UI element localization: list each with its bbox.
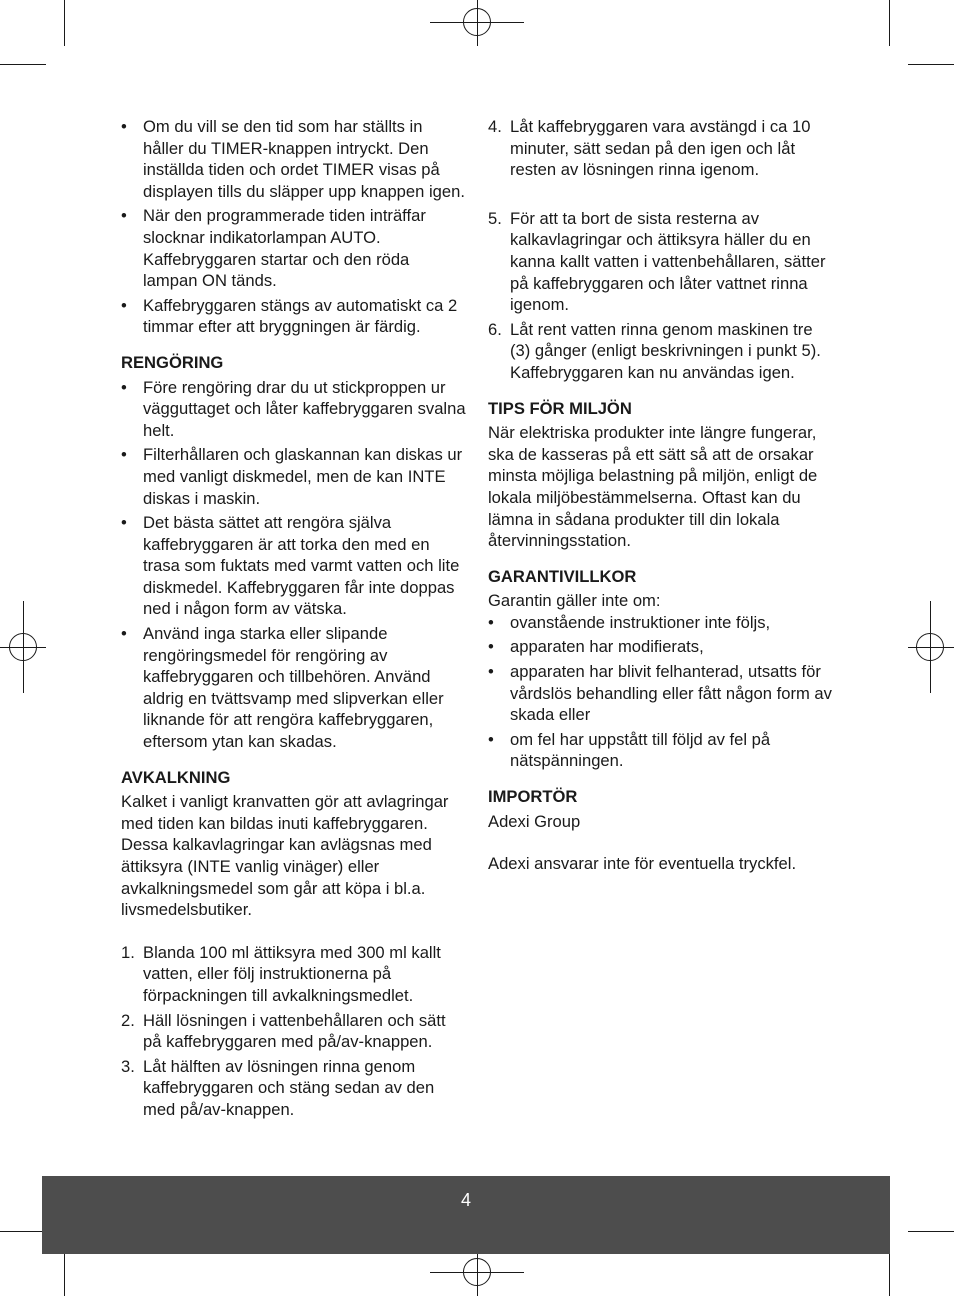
list-item: • När den programmerade tiden inträffar slocknar indikatorlampan AUTO. Kaffebryggaren startar och den röda lampan ON tänds. <box>121 205 467 291</box>
step-text: Låt kaffebryggaren vara avstängd i ca 10 minuter, sätt sedan på den igen och låt resten av lösningen rinna igenom. <box>510 117 811 180</box>
importer-name: Adexi Group <box>488 811 581 831</box>
timer-bullets <box>121 116 467 338</box>
list-item: • Filterhållaren och glaskannan kan diskas ur med vanligt diskmedel, men de kan INTE diskas i maskin. <box>121 444 467 509</box>
cleaning-bullets <box>121 377 467 753</box>
step-text: Låt hälften av lösningen rinna genom kaffebryggaren och stäng sedan av den med på/av-knappen. <box>143 1056 435 1119</box>
list-item <box>121 1010 467 1053</box>
footer-bar <box>42 1176 890 1254</box>
list-item: • Kaffebryggaren stängs av automatiskt ca 2 timmar efter att bryggningen är färdig. <box>121 295 467 338</box>
page-number: 4 <box>460 1190 471 1210</box>
list-item: • ovanstående instruktioner inte följs, <box>488 612 834 634</box>
list-item: • apparaten har blivit felhanterad, utsatts för vårdslös behandling eller fått någon form av skada eller <box>488 661 834 726</box>
cleaning-heading: RENGÖRING <box>121 352 224 372</box>
warranty-heading: GARANTIVILLKOR <box>488 566 637 586</box>
list-item <box>121 942 467 1007</box>
descaling-steps <box>121 942 467 1121</box>
step-text: För att ta bort de sista resterna av kalkavlagringar och ättiksyra häller du en kanna kallt vatten i vattenbehållaren, sätter på kaffebryggaren och låter vattnet rinna igenom. <box>510 208 826 315</box>
list-item <box>488 116 834 181</box>
importer-disclaimer: Adexi ansvarar inte för eventuella tryckfel. <box>488 854 797 874</box>
right-column <box>488 116 834 875</box>
step-number: 3. <box>121 1056 135 1076</box>
warranty-intro: Garantin gäller inte om: <box>488 591 661 611</box>
step-text: Häll lösningen i vattenbehållaren och sätt på kaffebryggaren med på/av-knappen. <box>143 1010 446 1052</box>
importer-heading: IMPORTÖR <box>488 787 578 807</box>
list-item <box>488 208 834 316</box>
list-item: • Om du vill se den tid som har ställts in håller du TIMER-knappen intryckt. Den inställda tiden och ordet TIMER visas på displayen tills du släpper upp knappen igen. <box>121 116 467 202</box>
environment-text: När elektriska produkter inte längre fungerar, ska de kasseras på ett sätt så att de orsakar minsta möjliga belastning på miljön, enligt de lokala miljöbestämmelserna. Oftast kan du lämna in sådana produkter till din lokala återvinningsstation. <box>488 423 818 551</box>
list-item <box>488 319 834 384</box>
list-item: • Använd inga starka eller slipande rengöringsmedel för rengöring av kaffebryggaren och tillbehören. Använd aldrig en tvättsvamp med slipverkan eller liknande för att rengöra kaffebryggaren, eftersom ytan kan skadas. <box>121 623 467 753</box>
left-column <box>121 116 467 1124</box>
descaling-heading: AVKALKNING <box>121 767 231 787</box>
descaling-steps-continued <box>488 116 834 181</box>
step-number: 5. <box>488 208 502 228</box>
descaling-intro: Kalket i vanligt kranvatten gör att avlagringar med tiden kan bildas inuti kaffebryggaren. Dessa kalkavlagringar kan avlägsnas med ättiksyra (INTE vanlig vinäger) eller avkalkningsmedel som går att köpa i bl.a. livsmedelsbutiker. <box>121 792 449 920</box>
list-item: • om fel har uppstått till följd av fel på nätspänningen. <box>488 729 834 772</box>
step-text: Låt rent vatten rinna genom maskinen tre (3) gånger (enligt beskrivningen i punkt 5). Kaffebryggaren kan nu användas igen. <box>510 319 821 382</box>
list-item: • Det bästa sättet att rengöra själva kaffebryggaren är att torka den med en trasa som fuktats med varmt vatten och lite diskmedel. Kaffebryggaren får inte doppas ned i någon form av vätska. <box>121 512 467 620</box>
step-number: 6. <box>488 319 502 339</box>
list-item: • apparaten har modifierats, <box>488 636 834 658</box>
step-text: Blanda 100 ml ättiksyra med 300 ml kallt vatten, eller följ instruktionerna på förpackningen till avkalkningsmedlet. <box>143 942 441 1005</box>
step-number: 2. <box>121 1010 135 1030</box>
step-number: 4. <box>488 117 502 136</box>
list-item <box>121 1056 467 1121</box>
descaling-steps-final <box>488 208 834 384</box>
warranty-bullets <box>488 612 834 772</box>
environment-heading: TIPS FÖR MILJÖN <box>488 398 632 418</box>
list-item: • Före rengöring drar du ut stickproppen ur vägguttaget och låter kaffebryggaren svalna helt. <box>121 377 467 442</box>
step-number: 1. <box>121 942 135 962</box>
